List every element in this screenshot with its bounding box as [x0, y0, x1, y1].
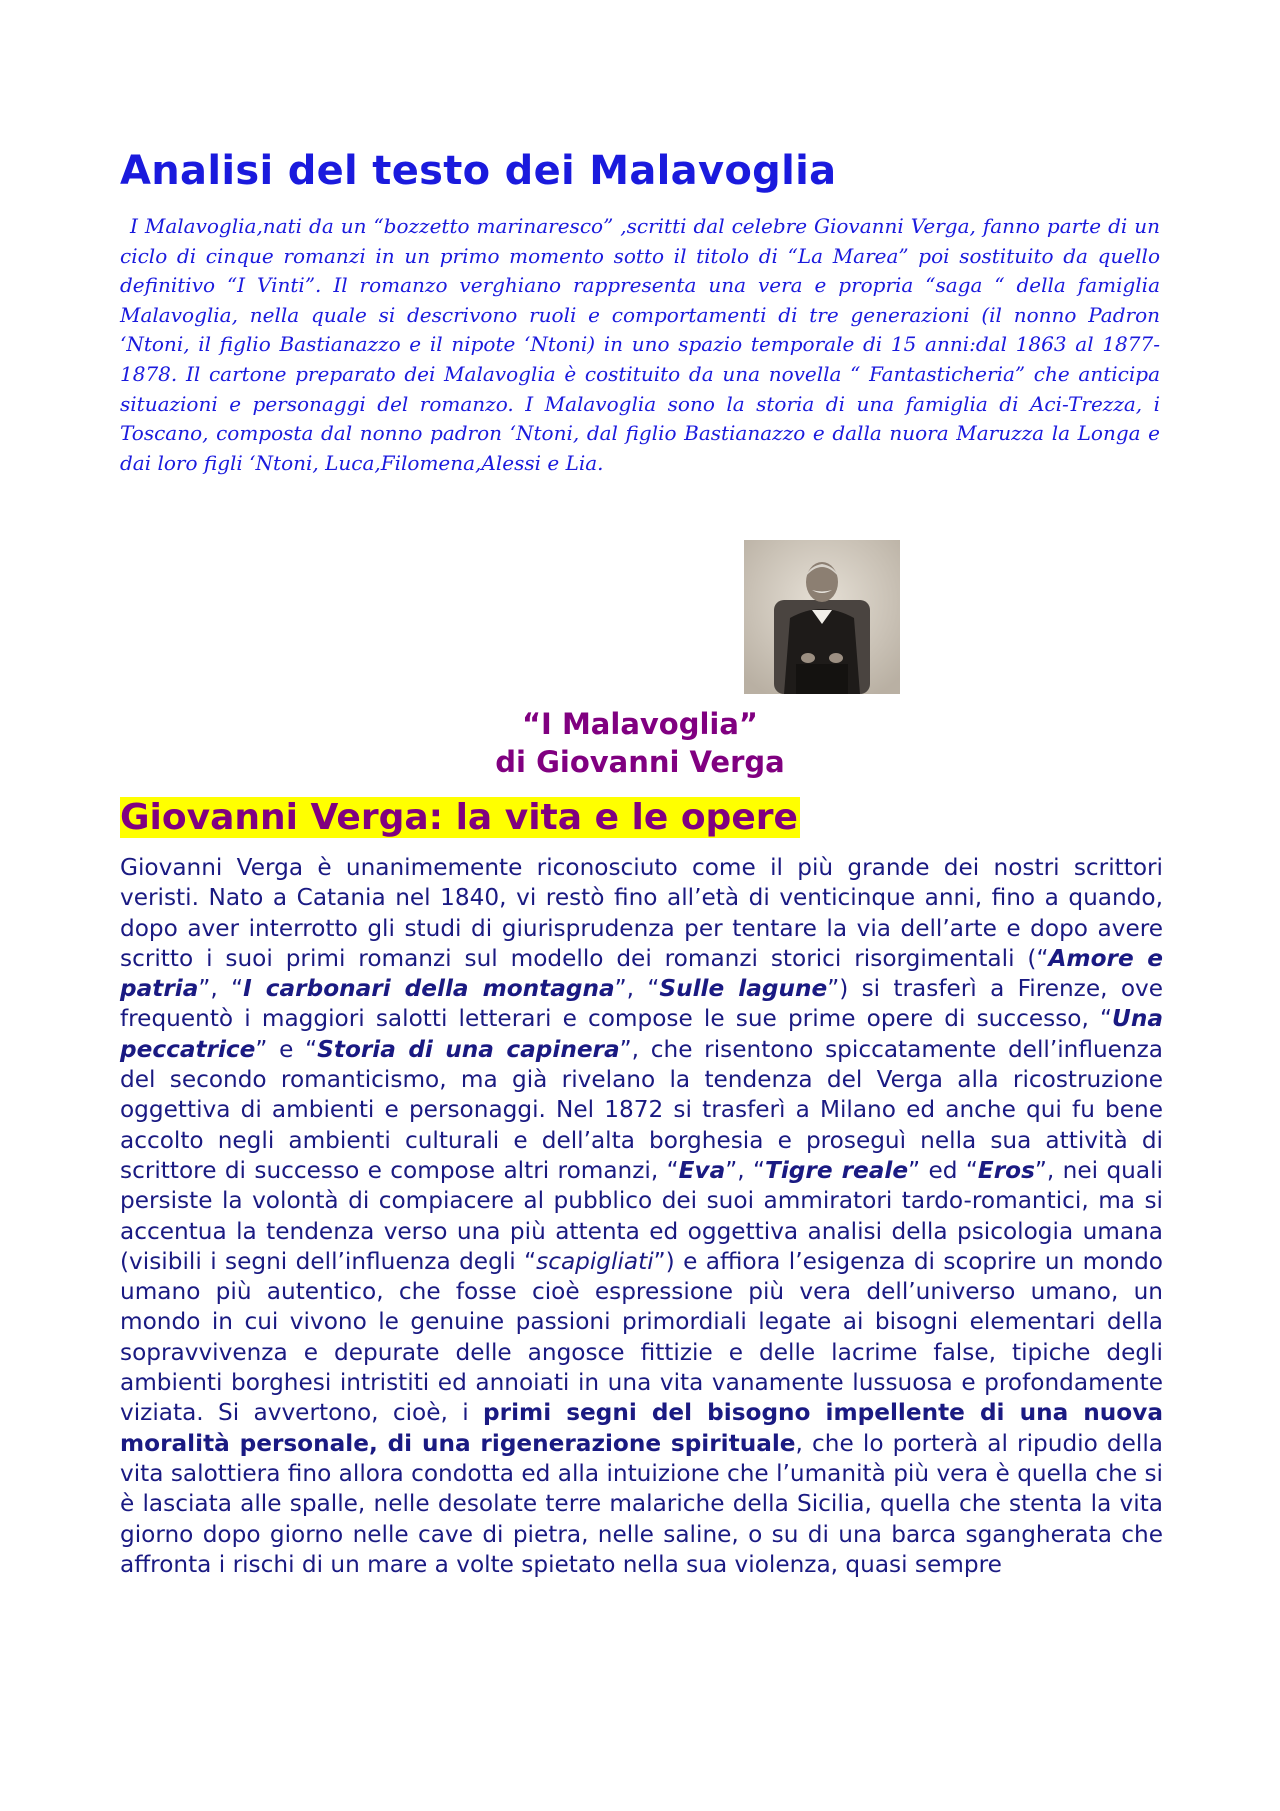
body-text-segment: ”, che risentono spiccatamente dell’influenza del secondo romanticismo, ma già rivelano la tendenza del Verga alla ricostruzione oggettiva di ambienti e personaggi. Nel 1872 si trasferì a Milano ed anche qui fu bene accolto negli ambienti culturali e dell’alta borghesia e proseguì nella sua attività di scrittore di successo e compose altri romanzi, “: [120, 1035, 1163, 1184]
body-text-segment: ” ed “: [908, 1156, 978, 1184]
work-title: Eros: [977, 1156, 1035, 1184]
section-heading-highlight: Giovanni Verga: la vita e le opere: [120, 797, 798, 838]
document-title: Analisi del testo dei Malavoglia: [120, 148, 837, 194]
intro-paragraph: I Malavoglia,nati da un “bozzetto marinaresco” ,scritti dal celebre Giovanni Verga, fanno parte di un ciclo di cinque romanzi in un primo momento sotto il titolo di “La Marea” poi sostituito da quello definitivo “I Vinti”. Il romanzo verghiano rappresenta una vera e propria “saga “ della famiglia Malavoglia, nella quale si descrivono ruoli e comportamenti di tre generazioni (il nonno Padron ‘Ntoni, il figlio Bastianazzo e il nipote ‘Ntoni) in uno spazio temporale di 15 anni:dal 1863 al 1877-1878. Il cartone preparato dei Malavoglia è costituito da una novella “ Fantasticheria” che anticipa situazioni e personaggi del romanzo. I Malavoglia sono la storia di una famiglia di Aci-Trezza, i Toscano, composta dal nonno padron ‘Ntoni, dal figlio Bastianazzo e dalla nuora Maruzza la Longa e dai loro figli ‘Ntoni, Luca,Filomena,Alessi e Lia.: [120, 214, 1160, 475]
portrait-illustration: [744, 540, 900, 694]
body-text-segment: ”) si trasferì a Firenze, ove frequentò i maggiori salotti letterari e compose le sue prime opere di successo, “: [120, 975, 1163, 1033]
bold-emphasis: primi segni del bisogno impellente di una nuova moralità personale, di una rigenerazione spirituale: [120, 1399, 1163, 1457]
body-text-segment: ”, nei quali persiste la volontà di compiacere al pubblico dei suoi ammiratori tardo-romantici, ma si accentua la tendenza verso una più attenta ed oggettiva analisi della psicologia umana (visibili i segni dell’influenza degli “: [120, 1156, 1163, 1275]
work-title: Storia di una capinera: [317, 1035, 620, 1063]
body-text-segment: ”, “: [198, 975, 244, 1003]
work-title: Amore e patria: [120, 944, 1163, 1003]
work-title: I carbonari della montagna: [243, 975, 615, 1003]
italic-term: scapigliati: [536, 1247, 654, 1275]
work-title: Una peccatrice: [120, 1005, 1163, 1063]
work-title: Eva: [678, 1156, 726, 1184]
body-text-segment: ”, “: [614, 975, 660, 1003]
caption-line-2: di Giovanni Verga: [495, 745, 785, 779]
caption-line-1: “I Malavoglia”: [522, 707, 758, 741]
body-text-segment: ” e “: [255, 1035, 318, 1063]
section-heading: [120, 795, 800, 841]
photo-caption: [400, 705, 880, 781]
body-text-segment: Giovanni Verga è unanimemente riconosciuto come il più grande dei nostri scrittori veristi. Nato a Catania nel 1840, vi restò fino all’età di venticinque anni, fino a quando, dopo aver interrotto gli studi di giurisprudenza per tentare la via dell’arte e dopo avere scritto i suoi primi romanzi sul modello dei romanzi storici risorgimentali (“: [120, 854, 1163, 972]
body-text-segment: ”) e affiora l’esigenza di scoprire un mondo umano più autentico, che fosse cioè espressione più vera dell’universo umano, un mondo in cui vivono le genuine passioni primordiali legate ai bisogni elementari della sopravvivenza e depurate delle angosce fittizie e delle lacrime false, tipiche degli ambienti borghesi intristiti ed annoiati in una vita vanamente lussuosa e profondamente viziata. Si avvertono, cioè, i: [120, 1247, 1163, 1427]
body-paragraph: [120, 853, 1163, 1580]
work-title: Tigre reale: [765, 1156, 909, 1184]
work-title: Sulle lagune: [659, 975, 828, 1003]
portrait-photo: [744, 540, 900, 694]
body-text-segment: ”, “: [725, 1156, 766, 1184]
body-text-segment: , che lo porterà al ripudio della vita salottiera fino allora condotta ed alla intuizione che l’umanità più vera è quella che si è lasciata alle spalle, nelle desolate terre malariche della Sicilia, quella che stenta la vita giorno dopo giorno nelle cave di pietra, nelle saline, o su di una barca sgangherata che affronta i rischi di un mare a volte spietato nella sua violenza, quasi sempre: [120, 1429, 1163, 1578]
